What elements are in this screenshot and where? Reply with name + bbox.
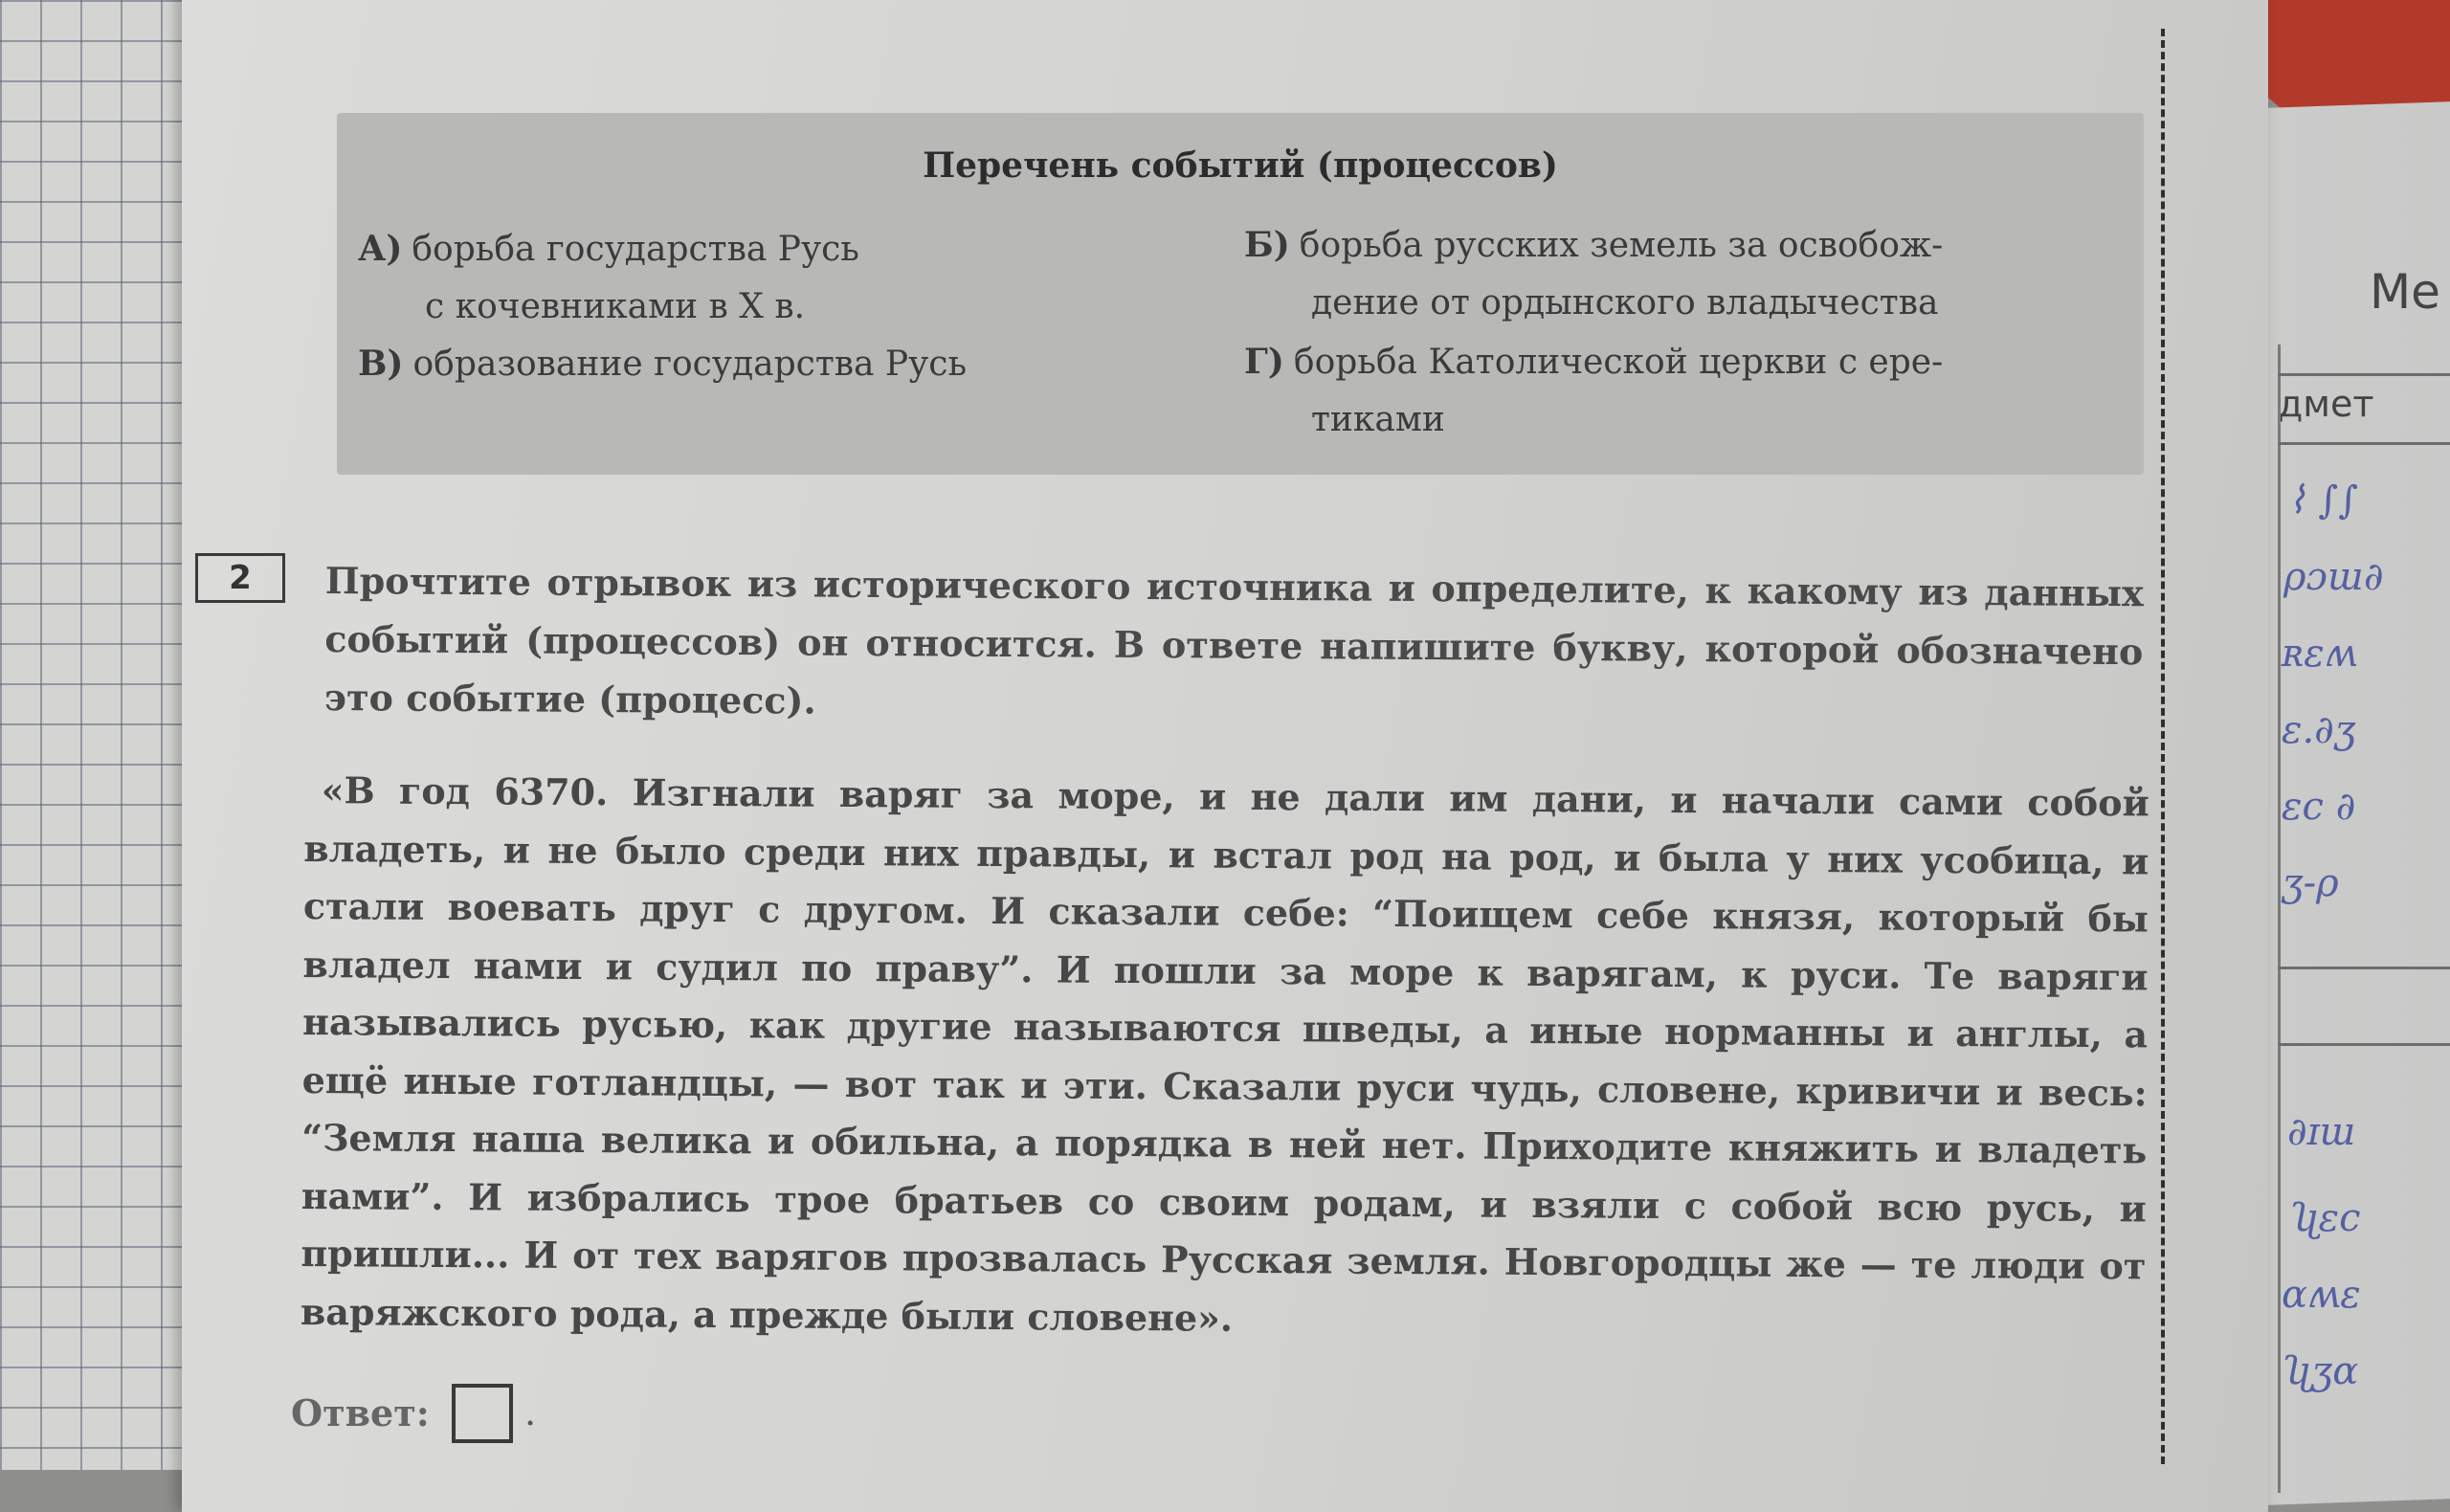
- notebook-header: Ме: [2370, 264, 2440, 320]
- notebook-rule: [2278, 442, 2450, 445]
- handwriting-scribble: ɛ.∂ʒ: [2282, 708, 2356, 752]
- notebook-column-line: [2278, 345, 2281, 1493]
- events-title: Перечень событий (процессов): [923, 145, 1558, 186]
- event-b-line2: дение от ордынского владычества: [1311, 283, 1939, 322]
- notebook-rule: [2278, 373, 2450, 376]
- task-number-box: 2: [195, 553, 285, 603]
- event-g: [1244, 333, 2125, 449]
- notebook-rule: [2278, 967, 2450, 969]
- handwriting-scribble: ɛc ∂: [2282, 785, 2356, 829]
- handwriting-scribble: ɑʍɛ: [2282, 1273, 2361, 1317]
- answer-period: .: [524, 1391, 537, 1434]
- event-v-line1: образование государства Русь: [412, 345, 968, 384]
- event-a-letter: А): [358, 229, 403, 269]
- event-a-line2: с кочевниками в X в.: [425, 287, 806, 326]
- handwriting-scribble: ʯɛc: [2289, 1196, 2361, 1240]
- event-a: [358, 220, 1219, 336]
- event-b-letter: Б): [1244, 225, 1290, 265]
- answer-input-box[interactable]: [452, 1384, 513, 1443]
- handwriting-scribble: ʯʒɑ: [2282, 1349, 2359, 1393]
- event-g-letter: Г): [1244, 342, 1284, 382]
- answer-label: Ответ:: [291, 1391, 430, 1434]
- handwriting-scribble: ρɔɯ∂: [2283, 555, 2384, 599]
- event-a-line1: борьба государства Русь: [412, 230, 859, 269]
- event-v-letter: В): [358, 344, 404, 384]
- cut-line: [2161, 29, 2165, 1464]
- task-instruction: Прочтите отрывок из исторического источника и определите, к какому из данных событий (процессов) он относится. В ответе напишите букву, которой обозначено это событие (процесс).: [323, 558, 2144, 723]
- notebook-rule: [2278, 1043, 2450, 1046]
- event-v: [358, 335, 1219, 393]
- event-g-line1: борьба Католической церкви с ере-: [1293, 343, 1944, 382]
- handwriting-scribble: ⌇ ∫∫: [2287, 478, 2358, 523]
- event-g-line2: тиками: [1311, 400, 1445, 439]
- notebook-column-label: дмет: [2278, 383, 2374, 425]
- event-b-line1: борьба русских земель за освобож-: [1299, 226, 1944, 265]
- handwriting-scribble: ʒ-ρ: [2282, 861, 2339, 905]
- event-b: [1244, 216, 2125, 332]
- handwriting-scribble: ʀɛʍ: [2282, 632, 2357, 676]
- historical-source-excerpt: «В год 6370. Изгнали варяг за море, и не дали им дани, и начали сами собой владеть, и не было среди них правды, и встал род на род, и была у них усобица, и стали воевать друг с другом. И сказали себе: “Поищем себе князя, который бы владел нами и судил по праву”. И пошли за море к варягам, к руси. Те варяги назывались русью, как другие называются шведы, а иные норманны и англы, а ещё иные готландцы, — вот так и эти. Сказали руси чудь, словене, кривичи и весь: “Земля наша велика и обильна, а порядка в ней нет. Приходите княжить и владеть нами”. И избрались трое братьев со своим родам, и взяли с собой всю русь, и пришли... И от тех варягов прозвалась Русская земля. Новгородцы же — те люди от варяжского рода, а прежде были словене».: [300, 768, 2149, 1340]
- handwriting-scribble: ∂ɪɯ: [2287, 1110, 2356, 1154]
- events-list-box: [337, 113, 2144, 475]
